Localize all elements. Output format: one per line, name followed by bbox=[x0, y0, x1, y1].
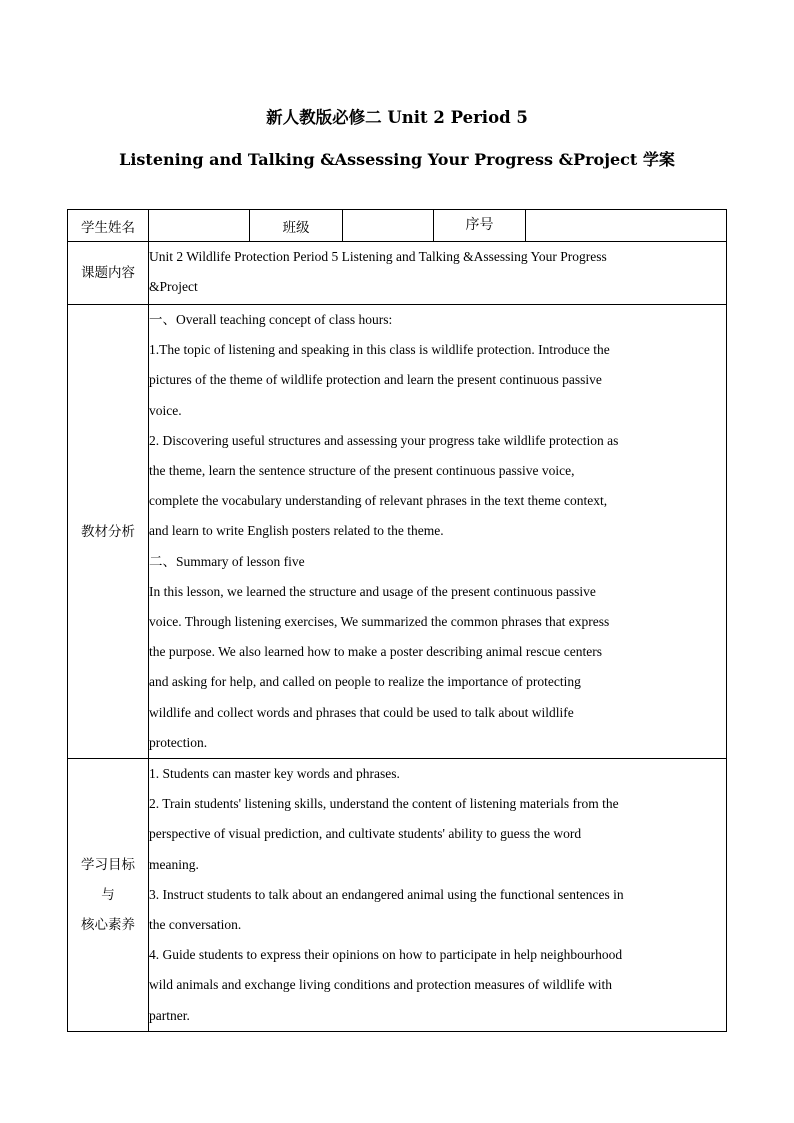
analysis-line: 一、Overall teaching concept of class hours: bbox=[149, 312, 393, 327]
class-label: 班级 bbox=[250, 210, 343, 242]
topic-line: Unit 2 Wildlife Protection Period 5 Listening and Talking &Assessing Your Progress bbox=[149, 249, 607, 264]
document-title: 新人教版必修二 Unit 2 Period 5 bbox=[266, 108, 528, 127]
analysis-line: and asking for help, and called on people to realize the importance of protecting bbox=[149, 674, 581, 690]
analysis-row bbox=[68, 305, 727, 759]
analysis-line: voice. Through listening exercises, We summarized the common phrases that express bbox=[149, 614, 610, 630]
goals-line: partner. bbox=[149, 1007, 190, 1023]
analysis-line: complete the vocabulary understanding of relevant phrases in the text theme context, bbox=[149, 493, 608, 509]
goals-line: 2. Train students' listening skills, understand the content of listening materials from the bbox=[149, 796, 619, 812]
analysis-line: the purpose. We also learned how to make a poster describing animal rescue centers bbox=[149, 644, 603, 660]
number-field[interactable] bbox=[526, 210, 726, 241]
goals-content bbox=[149, 759, 727, 1032]
analysis-line: the theme, learn the sentence structure of the present continuous passive voice, bbox=[149, 463, 575, 479]
analysis-line: and learn to write English posters related to the theme. bbox=[149, 523, 444, 539]
analysis-line: 2. Discovering useful structures and assessing your progress take wildlife protection as bbox=[149, 432, 619, 448]
goals-line: meaning. bbox=[149, 856, 199, 872]
analysis-line: voice. bbox=[149, 402, 182, 418]
goals-line: perspective of visual prediction, and cultivate students' ability to guess the word bbox=[149, 826, 582, 842]
analysis-line: wildlife and collect words and phrases that could be used to talk about wildlife bbox=[149, 704, 574, 720]
lesson-info-table bbox=[67, 209, 727, 1032]
analysis-line: pictures of the theme of wildlife protection and learn the present continuous passive bbox=[149, 372, 602, 388]
analysis-line: 1.The topic of listening and speaking in this class is wildlife protection. Introduce the bbox=[149, 342, 610, 358]
analysis-line: 二、Summary of lesson five bbox=[149, 553, 305, 569]
goals-row bbox=[68, 759, 727, 1032]
topic-label: 课题内容 bbox=[68, 242, 149, 305]
analysis-label: 教材分析 bbox=[68, 305, 149, 759]
class-field[interactable] bbox=[343, 210, 434, 242]
goals-line: 4. Guide students to express their opinions on how to participate in help neighbourhood bbox=[149, 947, 623, 963]
analysis-content bbox=[149, 305, 727, 759]
goals-line: wild animals and exchange living conditions and protection measures of wildlife with bbox=[149, 977, 613, 993]
goals-line: 3. Instruct students to talk about an endangered animal using the functional sentences in bbox=[149, 886, 624, 902]
analysis-line: In this lesson, we learned the structure and usage of the present continuous passive bbox=[149, 583, 596, 599]
analysis-line: protection. bbox=[149, 734, 208, 750]
number-label: 序号 bbox=[434, 210, 526, 241]
goals-label: 学习目标 与 核心素养 bbox=[68, 759, 149, 1032]
topic-line: &Project bbox=[149, 279, 198, 295]
topic-row bbox=[68, 242, 727, 305]
header-row bbox=[68, 210, 727, 242]
goals-line: the conversation. bbox=[149, 917, 242, 933]
student-name-label: 学生姓名 bbox=[68, 210, 149, 242]
student-name-field[interactable] bbox=[149, 210, 250, 242]
goals-line: 1. Students can master key words and phrases. bbox=[149, 766, 400, 782]
topic-content bbox=[149, 242, 727, 305]
document-subtitle: Listening and Talking &Assessing Your Progress &Project 学案 bbox=[119, 150, 675, 169]
